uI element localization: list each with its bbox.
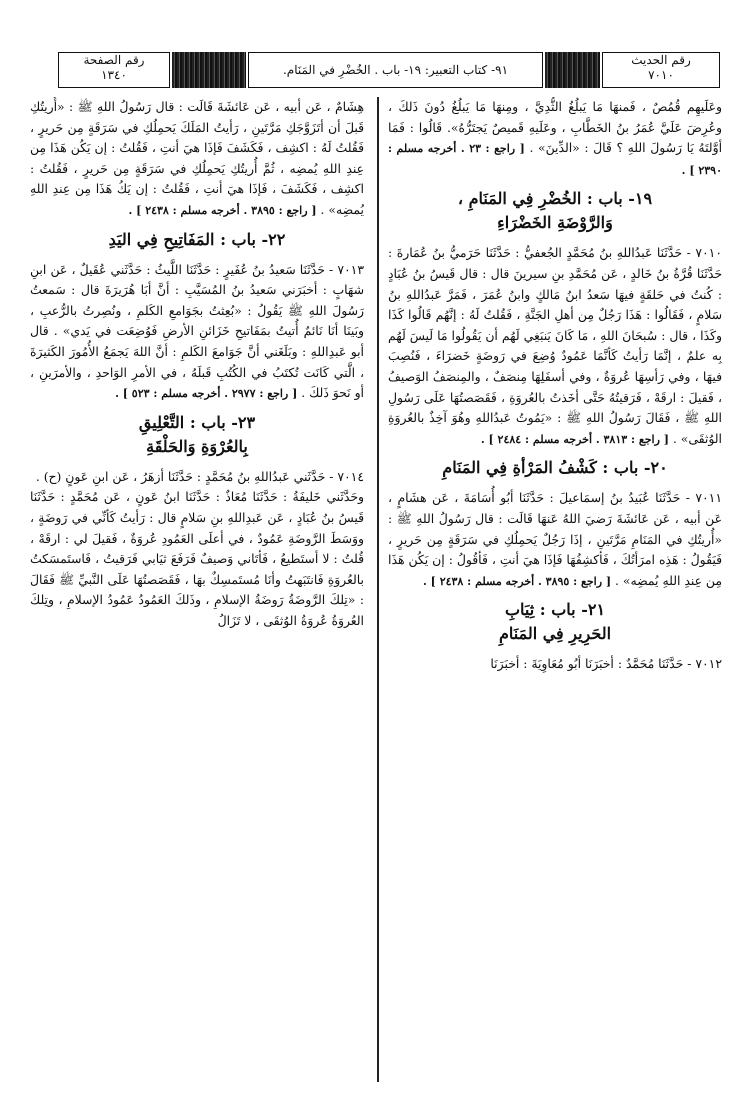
paragraph: ٧٠١٠ - حَدَّثَنَا عَبدُاللهِ بنُ مُحَمَّدٍ الجُعفيُّ : حَدَّثَنَا حَرَميُّ بنُ عُمَارةَ : حَدَّثَنَا قُرَّةُ بنُ خَالدٍ ، عَن مُحَمَّدِ بنِ سيرينَ قال : قال قَيسُ بنُ عُبَادٍ : كُنتُ في حَلقَةٍ فيهَا سَعدُ ابنُ مَالكٍ وابنُ عُمَرَ ، فَمَرَّ عَبدُاللهِ بنُ سَلامٍ ، فَقَالُوا : هَذَا رَجُلٌ مِن أهلِ الجَنَّةِ ، فَقُلتُ لَهُ : إنَّهُم قَالُوا كَذَا وكَذَا ، قال : سُبحَانَ اللهِ ، مَا كَانَ يَنبَغِي لَهُم أن يَقُولُوا مَا لَيسَ لَهُم بِه علمٌ ، إنَّمَا رَأيتُ كَأنَّمَا عَمُودٌ وُضِعَ في رَوضَةٍ خَضرَاءَ ، فَنُصِبَ فيهَا ، وفي رَأسِهَا عُروَةٌ ، وفي أسفَلِهَا مِنصَفٌ ، والمِنصَفُ الوَصيفُ ، فَقيلَ : ارقَهْ ، فَرَقيتُهُ حَتَّى أخَذتُ بالعُروَةِ ، فَقَصَصتُهَا عَلَى رَسُولِ اللهِ ﷺ ، فَقَالَ رَسُولُ اللهِ ﷺ : «يَمُوتُ عَبدُاللهِ وهُوَ آخِذٌ بالعُروَةِ الوُثقَى» . [ راجع : ٣٨١٣ . أخرجه مسلم : ٢٤٨٤ ] . — [388, 245, 722, 446]
page-header — [58, 52, 720, 90]
chapter-heading-22 — [30, 228, 364, 252]
header-ornament-right — [545, 52, 600, 88]
hadith-number: ٧٠١٠ — [648, 68, 674, 82]
heading-line: بِالعُرْوَةِ وَالحَلْقَةِ — [146, 436, 248, 456]
paragraph: ٧٠١١ - حَدَّثَنَا عُبَيدُ بنُ إسمَاعيلَ : حَدَّثَنَا أبُو أُسَامَةَ ، عَن هشَامٍ ، عَن أبيه ، عَن عَائشَةَ رَضيَ اللهُ عَنهَا قَالَت : قال رَسُولُ اللهِ ﷺ : «أُريتُكِ في المَنَامِ مَرَّتَينِ ، إذَا رَجُلٌ يَحمِلُكِ في سَرَقَةٍ مِن حَريرٍ ، فَيَقُولُ : هَذِه امرَأتُكَ ، فَأكشِفُهَا فَإذَا هيَ أنتِ ، فَأقُولُ : إن يَكُن هَذَا مِن عِندِ اللهِ يُمضِه» . [ راجع : ٣٨٩٥ . أخرجه مسلم : ٢٤٣٨ ] . — [388, 490, 722, 588]
heading-line: وَالرَّوْضَةِ الخَضْرَاءِ — [497, 213, 613, 233]
heading-line: ١٩- باب : الخُضْرِ فِي المَنَامِ ، — [457, 189, 653, 209]
paragraph: ٧٠١٤ - حَدَّثَني عَبدُاللهِ بنُ مُحَمَّدٍ : حَدَّثَنَا أزهَرُ ، عَن ابنِ عَونٍ (ح) . — [35, 468, 364, 484]
reference: [ راجع : ٢٣ . أخرجه مسلم : ٢٣٩٠ ] . — [388, 142, 722, 177]
paragraph: وعَلَيهِم قُمُصٌ ، فَمنهَا مَا يَبلُغُ الثُّدِيَّ ، ومِنهَا مَا يَبلُغُ دُونَ ذَلكَ ، وعُرِضَ عَلَيَّ عُمَرُ بنُ الخَطَّابِ ، وعَلَيهِ قَميصٌ يَجتَرُّهُ». قَالُوا : فَمَا أوَّلتَهُ يَا رَسُولَ اللهِ ؟ قَالَ : «الدِّينَ» . [ راجع : ٢٣ . أخرجه مسلم : ٢٣٩٠ ] . — [388, 99, 722, 177]
heading-line: الحَرِيرِ فِي المَنَامِ — [498, 624, 612, 644]
heading-line: ٢١- باب : ثِيَابِ — [504, 600, 606, 620]
book-title: ٩١- كتاب التعبير: ١٩- باب . الخُضْرِ في المَنَام. — [248, 52, 543, 88]
hadith-number-box — [602, 52, 720, 88]
reference: [ راجع : ٣٨١٣ . أخرجه مسلم : ٢٤٨٤ ] . — [480, 432, 669, 446]
reference: [ راجع : ٢٩٧٧ . أخرجه مسلم : ٥٢٣ ] . — [115, 387, 298, 401]
right-column — [388, 97, 722, 1087]
paragraph: ٧٠١٢ - حَدَّثَنَا مُحَمَّدٌ : أخبَرَنَا أبُو مُعَاوِيَةَ : أخبَرَنَا — [490, 656, 722, 672]
reference: [ راجع : ٣٨٩٥ . أخرجه مسلم : ٢٤٣٨ ] . — [128, 203, 317, 217]
chapter-heading-19 — [388, 187, 722, 235]
column-divider — [377, 97, 379, 1082]
paragraph: هِشَامٌ ، عَن أبيه ، عَن عَائشَةَ قَالَت : قال رَسُولُ اللهِ ﷺ : «أُريتُكِ قَبلَ أن أتَزَوَّجَكِ مَرَّتَينِ ، رَأيتُ المَلَكَ يَحمِلُكِ في سَرَقَةٍ مِن حَريرٍ ، فَقُلتُ لَهُ : اكشِف ، فَكَشَفَ فَإذَا هيَ أنتِ ، فَقُلتُ : إن يَكُن هَذَا مِن عِندِ اللهِ يُمضِه ، ثُمَّ أُريتُكِ يَحمِلُكِ في سَرَقَةٍ مِن حَريرٍ ، فَقُلتُ : اكشِف ، فَكَشَفَ ، فَإذَا هيَ أنتِ ، فَقُلتُ : إن يَكُ هَذَا مِن عِندِ اللهِ يُمضِه» . [ راجع : ٣٨٩٥ . أخرجه مسلم : ٢٤٣٨ ] . — [30, 99, 364, 217]
reference: [ راجع : ٣٨٩٥ . أخرجه مسلم : ٢٤٣٨ ] . — [423, 574, 612, 588]
hadith-number-label: رقم الحديث — [631, 53, 691, 67]
heading-line: ٢٣- باب : التَّعْلِيقِ — [138, 412, 256, 432]
page-number-box — [58, 52, 170, 88]
page-number-label: رقم الصفحة — [83, 53, 145, 67]
header-ornament-left — [172, 52, 246, 88]
page-number: ١٣٤٠ — [101, 68, 127, 82]
chapter-heading-23 — [30, 411, 364, 459]
paragraph: ٧٠١٣ - حَدَّثَنَا سَعيدُ بنُ عُفَيرٍ : حَدَّثَنَا اللَّيثُ : حَدَّثَني عُقَيلٌ ، عَن ابنِ شهَابٍ : أخبَرَني سَعيدُ بنُ المُسَيَّبِ : أنَّ أبَا هُرَيرَةَ قال : سَمعتُ رَسُولَ اللهِ ﷺ يَقُولُ : «بُعِثتُ بجَوَامعِ الكَلمِ ، ونُصِرتُ بالرُّعبِ ، وبَينَا أنَا نَائمٌ أُتيتُ بمَفَاتيحِ خَزَائنِ الأرضِ فَوُضِعَت في يَدي» . قال أبو عَبدِاللهِ : وبَلَغَني أنَّ جَوَامعَ الكَلمِ : أنَّ اللهَ يَجمَعُ الأُمُورَ الكَثيرَةَ ، الَّتي كَانَت تُكتَبُ في الكُتُبِ قَبلَهُ ، في الأمرِ الوَاحدِ ، والأمرَينِ ، أو نَحوَ ذَلكَ . [ راجع : ٢٩٧٧ . أخرجه مسلم : ٥٢٣ ] . — [30, 261, 364, 401]
heading-line: ٢٠- باب : كَشْفُ المَرْأةِ فِي المَنَامِ — [442, 458, 668, 478]
heading-line: ٢٢- باب : المَفَاتِيحِ فِي اليَدِ — [108, 229, 286, 249]
paragraph: وحَدَّثَني خَليفَةُ : حَدَّثَنَا مُعَاذٌ : حَدَّثَنَا ابنُ عَونٍ ، عَن مُحَمَّدٍ : حَدَّثَنَا قَيسُ بنُ عُبَادٍ ، عَن عَبدِاللهِ بنِ سَلامٍ قال : رَأيتُ كَأنِّي في رَوضَةٍ ، ووَسَطَ الرَّوضَةِ عَمُودٌ ، في أعلَى العَمُودِ عُروَةٌ ، فَقيلَ لي : ارقَهْ ، قُلتُ : لا أستَطيعُ ، فَأتَاني وَصيفٌ فَرَفَعَ ثيَابي فَرَقيتُ ، فَاستَمسَكتُ بالعُروَةِ فَانتَبَهتُ وأنَا مُستَمسِكٌ بهَا ، فَقَصَصتُهَا عَلَى النَّبيِّ ﷺ فَقَالَ : «تِلكَ الرَّوضَةُ رَوضَةُ الإسلامِ ، وذَلكَ العَمُودُ عَمُودُ الإسلامِ ، وتِلكَ العُروَةُ عُروَةُ الوُثقَى ، لا تَزَالُ — [30, 489, 364, 628]
left-column — [30, 97, 364, 1087]
chapter-heading-20 — [388, 456, 722, 480]
chapter-heading-21 — [388, 598, 722, 646]
